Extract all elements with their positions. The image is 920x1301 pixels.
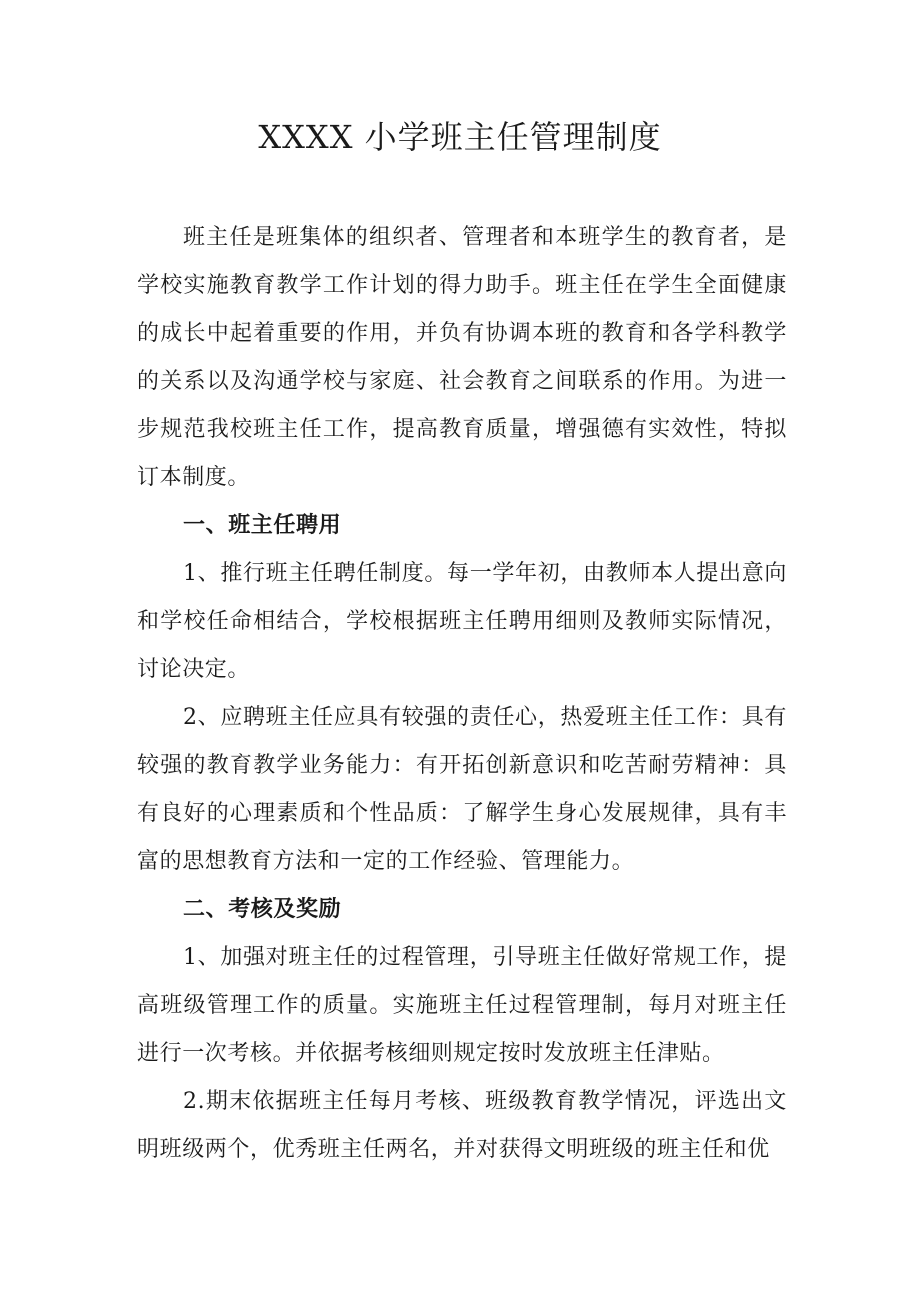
document-title: XXXX 小学班主任管理制度 (258, 118, 662, 156)
document-body (137, 214, 787, 1174)
section-heading-assessment: 二、考核及奖励 (183, 897, 342, 922)
intro-paragraph: 班主任是班集体的组织者、管理者和本班学生的教育者，是学校实施教育教学工作计划的得力助手。班主任在学生全面健康的成长中起着重要的作用，并负有协调本班的教育和各学科教学的关系以及沟通学校与家庭、社会教育之间联系的作用。为进一步规范我校班主任工作，提高教育质量，增强德有实效性，特拟订本制度。 (137, 225, 787, 490)
assessment-paragraph-2: 2.期末依据班主任每月考核、班级教育教学情况，评选出文明班级两个，优秀班主任两名，并对获得文明班级的班主任和优 (137, 1089, 787, 1162)
section-heading-appointment: 一、班主任聘用 (183, 513, 342, 538)
assessment-paragraph-1: 1、加强对班主任的过程管理，引导班主任做好常规工作，提高班级管理工作的质量。实施班主任过程管理制，每月对班主任进行一次考核。并依据考核细则规定按时发放班主任津贴。 (137, 945, 787, 1066)
appointment-paragraph-1: 1、推行班主任聘任制度。每一学年初，由教师本人提出意向和学校任命相结合，学校根据班主任聘用细则及教师实际情况，讨论决定。 (137, 561, 787, 682)
appointment-paragraph-2: 2、应聘班主任应具有较强的责任心，热爱班主任工作：具有较强的教育教学业务能力：有开拓创新意识和吃苦耐劳精神：具有良好的心理素质和个性品质：了解学生身心发展规律，具有丰富的思想教育方法和一定的工作经验、管理能力。 (137, 705, 787, 874)
